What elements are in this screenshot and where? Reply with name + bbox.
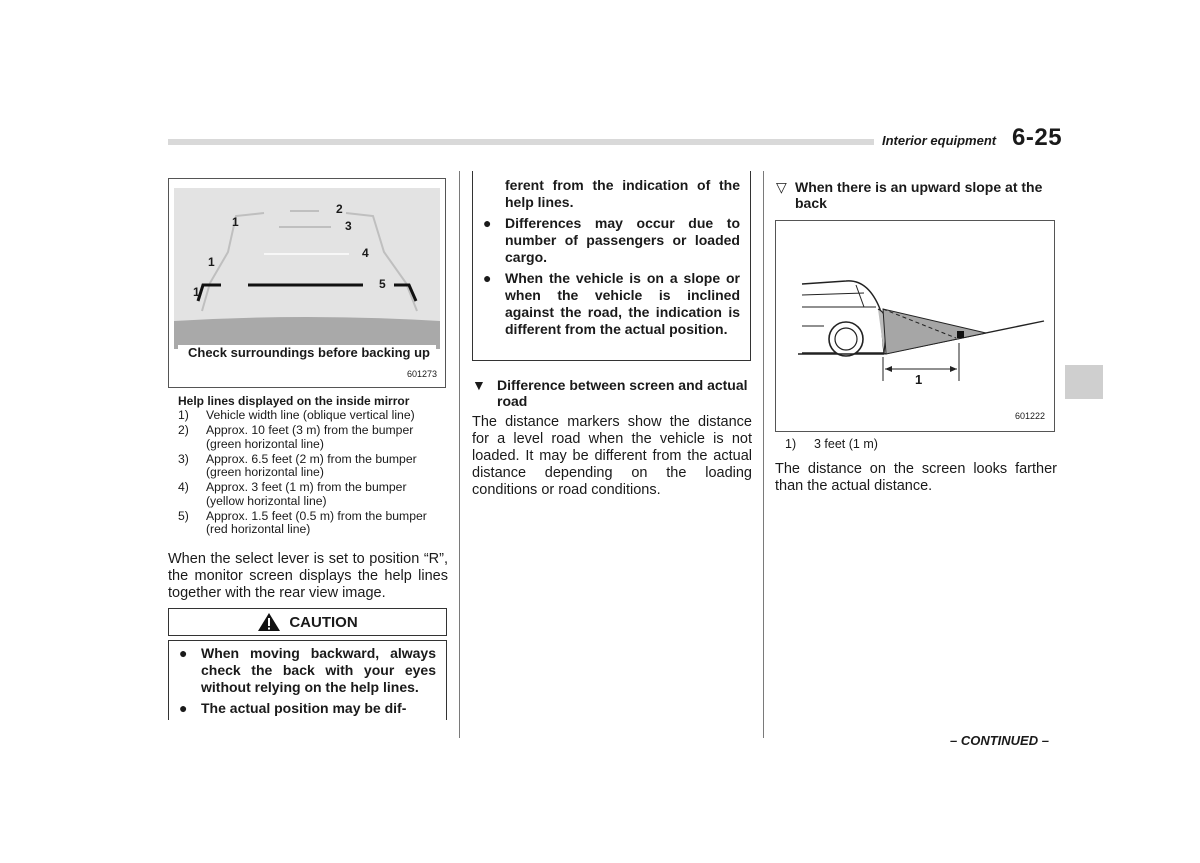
caution-title: CAUTION: [289, 613, 358, 631]
section-title: Interior equipment: [882, 133, 997, 148]
legend-item: 4) Approx. 3 feet (1 m) from the bumper (yellow horizontal line): [178, 480, 407, 508]
upward-heading: [776, 179, 1058, 211]
chapter-tab: [1065, 365, 1103, 399]
caution-bullet: ● The actual position may be dif-: [179, 700, 407, 716]
column-divider-left: [459, 171, 460, 738]
figure-label: 1: [193, 285, 200, 299]
figure-label: 1: [232, 215, 239, 229]
triangle-down-icon: ▼: [472, 377, 486, 393]
triangle-down-outline-icon: ▽: [776, 179, 787, 195]
legend-item: 5) Approx. 1.5 feet (0.5 m) from the bumper (red horizontal line): [178, 508, 427, 537]
caution-bullet: ● When moving backward, always check the back with your eyes without relying on the help lines.: [179, 645, 436, 695]
legend-list: [178, 409, 450, 538]
upward-slope-figure: [775, 220, 1055, 432]
select-lever-paragraph: When the select lever is set to position “R”, the monitor screen displays the help lines together with the rear view image.: [168, 551, 448, 601]
upward-slope-diagram: [776, 221, 1054, 431]
caution-continued-lead: ferent from the indication of the help lines.: [505, 177, 740, 210]
upward-title: When there is an upward slope at the back: [795, 179, 1043, 211]
continued-note: – CONTINUED –: [950, 733, 1049, 748]
figure-label: 5: [379, 277, 386, 291]
figure-code: 601273: [406, 369, 437, 379]
dimension-label: 1: [915, 372, 923, 387]
difference-title: Difference between screen and actual road: [497, 377, 748, 409]
caution-bullet: ● Differences may occur due to number of passengers or loaded cargo.: [483, 215, 740, 265]
upward-paragraph: The distance on the screen looks farther than the actual distance.: [775, 461, 1057, 494]
figure-label: 4: [362, 246, 369, 260]
header-rule: [168, 139, 874, 145]
difference-paragraph: The distance markers show the distance for a level road when the vehicle is not loaded. It may be different from the actual distance depending on the loading conditions or road conditions.: [472, 414, 752, 498]
warning-icon: [257, 612, 281, 632]
caution-bullet: ● When the vehicle is on a slope or when the vehicle is inclined against the road, the indication is different from the actual position.: [483, 270, 740, 337]
legend-item: 3) Approx. 6.5 feet (2 m) from the bumper (green horizontal line): [178, 451, 417, 480]
figure-label: 3: [345, 219, 352, 233]
figure-caption: Help lines displayed on the inside mirror: [178, 394, 410, 408]
column-divider-right: [763, 171, 764, 738]
legend-item: 2) Approx. 10 feet (3 m) from the bumper (green horizontal line): [178, 423, 414, 451]
legend-item: 1) Vehicle width line (oblique vertical line): [178, 408, 415, 422]
caution-continued: [472, 171, 751, 361]
figure-label: 2: [336, 202, 343, 216]
help-lines-figure: [168, 178, 446, 388]
figure-code: 601222: [1014, 411, 1045, 421]
difference-heading: [472, 377, 750, 409]
caution-header: [168, 608, 447, 636]
mirror-banner: Check surroundings before backing up: [188, 345, 430, 360]
figure-label: 1: [208, 255, 215, 269]
figure2-legend: 1) 3 feet (1 m): [785, 437, 878, 451]
page-number: 6-25: [1012, 124, 1063, 151]
caution-body: [168, 640, 447, 720]
